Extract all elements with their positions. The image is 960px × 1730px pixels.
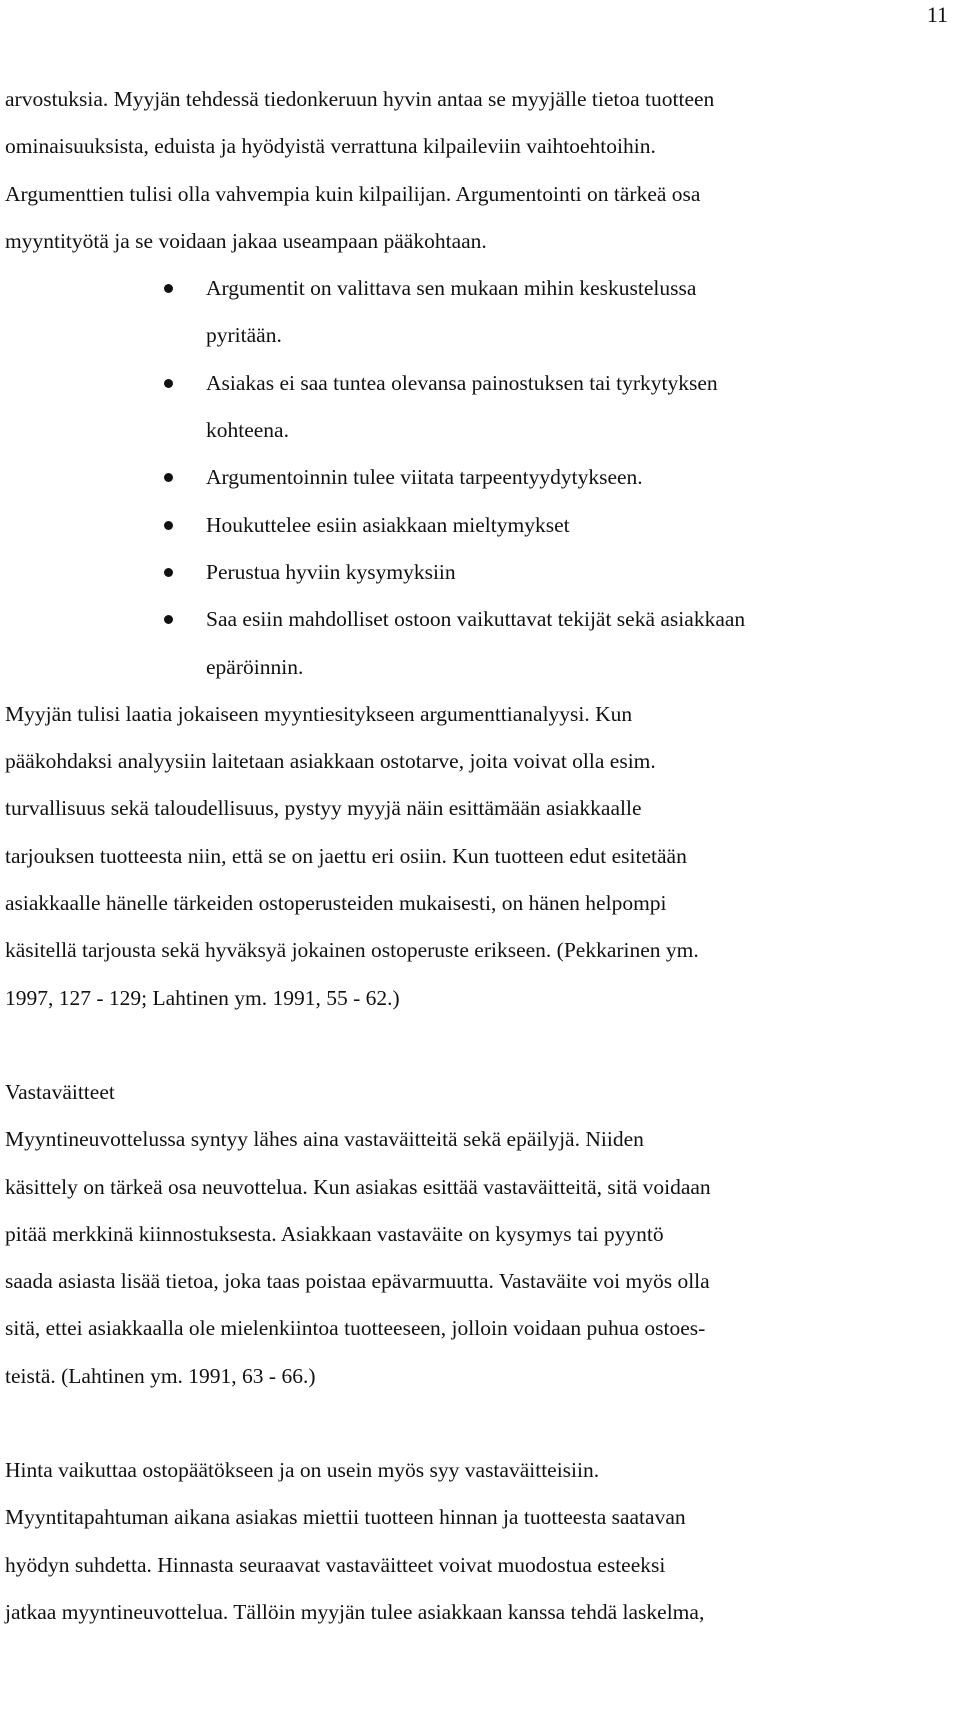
paragraph-argumentation [5,76,955,265]
text-line: ominaisuuksista, eduista ja hyödyistä verrattuna kilpaileviin vaihtoehtoihin. [5,134,656,159]
bullet-list [5,265,955,691]
list-item [5,360,955,455]
text-line: Asiakas ei saa tuntea olevansa painostuksen tai tyrkytyksen [206,370,718,395]
text-line: kohteena. [206,418,289,443]
text-line: pääkohdaksi analyysiin laitetaan asiakkaan ostotarve, joita voivat olla esim. [5,749,656,774]
text-line: turvallisuus sekä taloudellisuus, pystyy myyjä näin esittämään asiakkaalle [5,796,642,821]
list-item [5,549,955,596]
text-line: Perustua hyviin kysymyksiin [206,559,456,584]
bullet-icon [164,568,173,577]
paragraph-spacer [5,1022,955,1069]
text-line: Saa esiin mahdolliset ostoon vaikuttavat tekijät sekä asiakkaan [206,607,746,632]
text-line: käsittely on tärkeä osa neuvottelua. Kun asiakas esittää vastaväitteitä, sitä voidaan [5,1174,711,1199]
text-line: Hinta vaikuttaa ostopäätökseen ja on usein myös syy vastaväitteisiin. [5,1458,600,1483]
text-line: Argumentoinnin tulee viitata tarpeentyydytykseen. [206,465,643,490]
text-line: myyntityötä ja se voidaan jakaa useampaan pääkohtaan. [5,228,487,253]
paragraph-spacer [5,1400,955,1447]
text-line: tarjouksen tuotteesta niin, että se on jaettu eri osiin. Kun tuotteen edut esitetään [5,843,687,868]
list-item [5,596,955,691]
text-line: jatkaa myyntineuvottelua. Tällöin myyjän tulee asiakkaan kanssa tehdä laskelma, [5,1599,705,1624]
text-line: Myyntitapahtuman aikana asiakas miettii tuotteen hinnan ja tuotteesta saatavan [5,1505,686,1530]
text-line: 1997, 127 - 129; Lahtinen ym. 1991, 55 - 62.) [5,985,400,1010]
text-line: pitää merkkinä kiinnostuksesta. Asiakkaan vastaväite on kysymys tai pyyntö [5,1221,664,1246]
text-line: asiakkaalle hänelle tärkeiden ostoperusteiden mukaisesti, on hänen helpompi [5,891,667,916]
bullet-icon [164,473,173,482]
text-line: epäröinnin. [206,654,304,679]
paragraph-argument-analysis [5,691,955,1022]
text-line: saada asiasta lisää tietoa, joka taas poistaa epävarmuutta. Vastaväite voi myös olla [5,1269,710,1294]
text-line: Argumentit on valittava sen mukaan mihin keskustelussa [206,276,697,301]
text-line: Myyntineuvottelussa syntyy lähes aina vastaväitteitä sekä epäilyjä. Niiden [5,1127,644,1152]
text-line: sitä, ettei asiakkaalla ole mielenkiintoa tuotteeseen, jolloin voidaan puhua ostoes- [5,1316,706,1341]
text-line: Argumenttien tulisi olla vahvempia kuin kilpailijan. Argumentointi on tärkeä osa [5,181,701,206]
text-line: Houkuttelee esiin asiakkaan mieltymykset [206,512,570,537]
list-item [5,454,955,501]
text-line: Myyjän tulisi laatia jokaiseen myyntiesitykseen argumenttianalyysi. Kun [5,701,633,726]
text-line: hyödyn suhdetta. Hinnasta seuraavat vastaväitteet voivat muodostua esteeksi [5,1552,666,1577]
text-line: käsitellä tarjousta sekä hyväksyä jokainen ostoperuste erikseen. (Pekkarinen ym. [5,938,699,963]
text-line: pyritään. [206,323,282,348]
bullet-icon [164,521,173,530]
document-page [5,76,955,1636]
bullet-icon [164,379,173,388]
text-line: arvostuksia. Myyjän tehdessä tiedonkeruun hyvin antaa se myyjälle tietoa tuotteen [5,87,715,111]
text-line: teistä. (Lahtinen ym. 1991, 63 - 66.) [5,1363,316,1388]
paragraph-objections [5,1116,955,1400]
section-heading: Vastaväitteet [5,1079,115,1104]
list-item [5,265,955,360]
bullet-icon [164,615,173,624]
paragraph-price [5,1447,955,1636]
page-number: 11 [926,2,948,27]
list-item [5,502,955,549]
bullet-icon [164,284,173,293]
